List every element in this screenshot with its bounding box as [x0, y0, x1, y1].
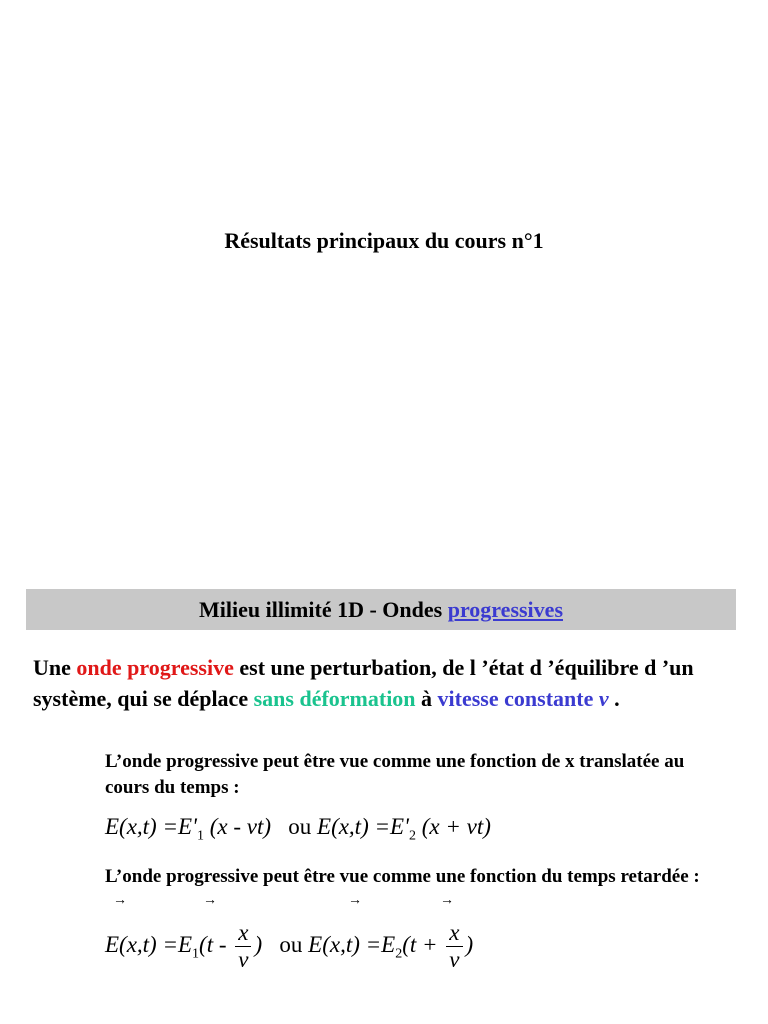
eq2-sub2: 2 [395, 946, 403, 962]
eq2-open1: (t - [199, 931, 233, 957]
intro-text-3: à [415, 686, 438, 711]
vector-arrow-icon: → [113, 893, 127, 908]
page-title: Résultats principaux du cours n°1 [224, 228, 544, 253]
fraction-x-over-v [446, 920, 462, 973]
paragraph-function-of-x: L’onde progressive peut être vue comme une fonction de x translatée au cours du temps : [105, 751, 685, 798]
section-heading: Milieu illimité 1D - Ondes [199, 597, 448, 622]
eq1-arg2: (x + vt) [415, 814, 491, 839]
eq1-ou: ou [288, 814, 312, 839]
intro-text-2: est une perturbation, de l ’état d ’équilibre d ’un système, qui se déplace [33, 655, 694, 711]
fraction-numerator: x [235, 920, 251, 947]
vector-arrow-icon: → [440, 893, 454, 908]
eq2-sub1: 1 [192, 946, 200, 962]
eq2-left: E(x,t) =E [105, 931, 193, 957]
equation-function-of-x [105, 814, 491, 845]
progressives-link[interactable]: progressives [447, 597, 563, 622]
intro-paragraph [33, 652, 733, 714]
section-heading-bar [26, 589, 736, 630]
intro-text-1: Une [33, 655, 77, 680]
fraction-x-over-v [235, 920, 251, 973]
eq2-ou: ou [279, 931, 303, 957]
fraction-numerator: x [446, 920, 462, 947]
equation-function-of-time [105, 920, 473, 973]
eq1-sub1: 1 [196, 828, 204, 844]
eq1-sub2: 2 [408, 828, 416, 844]
paragraph-function-of-time: L’onde progressive peut être vue comme une fonction du temps retardée : [105, 866, 700, 887]
vector-arrow-icon: → [348, 893, 362, 908]
intro-text-4: . [608, 686, 620, 711]
fraction-denominator: v [238, 947, 249, 972]
vector-arrow-icon: → [203, 893, 217, 908]
eq2-close1: ) [254, 931, 263, 957]
fraction-denominator: v [449, 947, 460, 972]
eq1-right: E(x,t) =E' [317, 814, 409, 839]
onde-progressive-term: onde progressive [76, 655, 234, 680]
eq1-left: E(x,t) =E' [105, 814, 197, 839]
eq1-arg1: (x - vt) [203, 814, 272, 839]
sans-deformation-term: sans déformation [253, 686, 416, 711]
eq2-close2: ) [465, 931, 474, 957]
vitesse-constante-term: vitesse constante [437, 686, 599, 711]
eq2-right: E(x,t) =E [308, 931, 396, 957]
eq2-open2: (t + [402, 931, 444, 957]
velocity-symbol: v [598, 686, 609, 711]
